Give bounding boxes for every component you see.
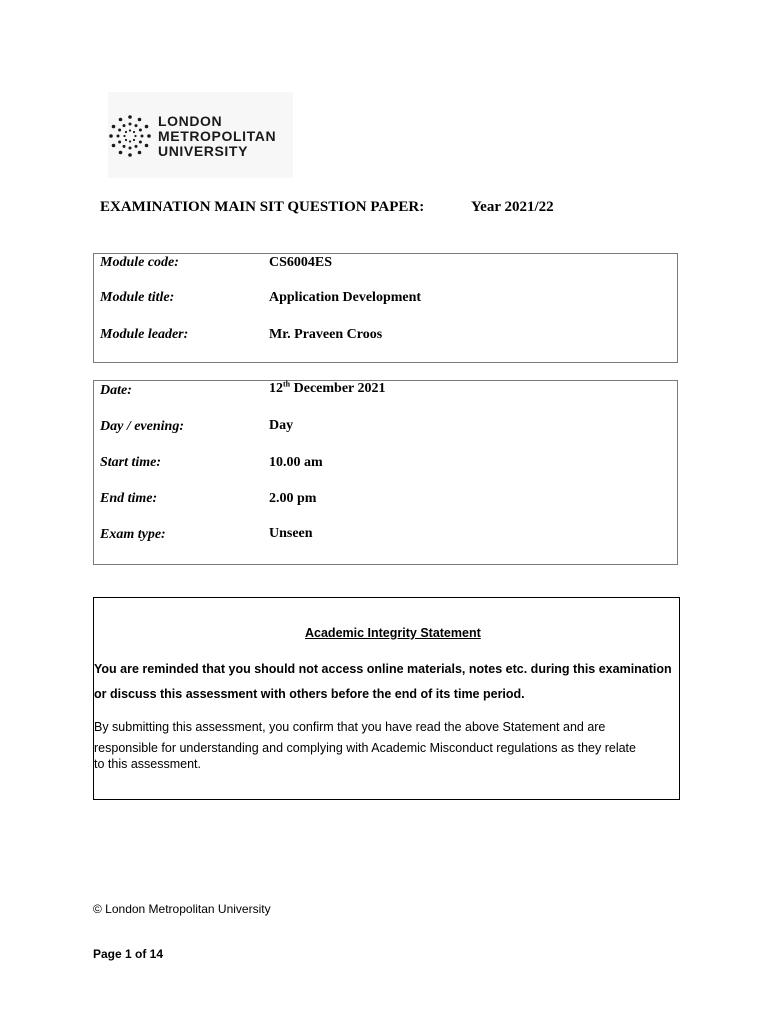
module-leader-label: Module leader: bbox=[100, 327, 189, 342]
university-logo bbox=[108, 92, 293, 178]
logo-wordmark bbox=[158, 114, 276, 159]
module-title-label: Module title: bbox=[100, 290, 175, 305]
start-time-value: 10.00 am bbox=[269, 455, 323, 470]
statement-p2-line-3: to this assessment. bbox=[94, 757, 201, 771]
date-value bbox=[269, 381, 386, 397]
logo-line-3: UNIVERSITY bbox=[158, 143, 249, 159]
date-suffix: th bbox=[283, 379, 291, 389]
statement-p2-line-1: By submitting this assessment, you confirm that you have read the above Statement and are bbox=[94, 720, 606, 734]
statement-paragraph-2 bbox=[94, 716, 676, 772]
day-evening-label: Day / evening: bbox=[100, 419, 184, 434]
exam-paper-title: EXAMINATION MAIN SIT QUESTION PAPER: bbox=[100, 199, 425, 215]
module-leader-value: Mr. Praveen Croos bbox=[269, 327, 383, 342]
end-time-value: 2.00 pm bbox=[269, 491, 317, 506]
exam-details-box bbox=[93, 380, 678, 565]
logo-line-2: METROPOLITAN bbox=[158, 128, 277, 144]
day-evening-value: Day bbox=[269, 418, 294, 433]
date-label: Date: bbox=[100, 383, 132, 398]
module-code-value: CS6004ES bbox=[269, 255, 333, 270]
exam-type-value: Unseen bbox=[269, 526, 313, 541]
statement-paragraph-1: You are reminded that you should not access online materials, notes etc. during this examination or discuss this assessment with others before the end of its time period. bbox=[94, 662, 672, 701]
statement-title: Academic Integrity Statement bbox=[305, 626, 481, 640]
copyright-notice: © London Metropolitan University bbox=[93, 902, 271, 916]
module-info-box bbox=[93, 253, 678, 363]
end-time-label: End time: bbox=[100, 491, 158, 506]
module-code-label: Module code: bbox=[100, 255, 179, 270]
exam-type-label: Exam type: bbox=[100, 527, 166, 542]
date-rest: December 2021 bbox=[290, 381, 386, 396]
academic-year: Year 2021/22 bbox=[471, 199, 554, 215]
statement-p2-line-2: responsible for understanding and complying with Academic Misconduct regulations as they relate bbox=[94, 741, 636, 755]
date-day: 12 bbox=[269, 381, 283, 396]
logo-line-1: LONDON bbox=[158, 113, 223, 129]
start-time-label: Start time: bbox=[100, 455, 162, 470]
page-number: Page 1 of 14 bbox=[93, 947, 164, 961]
module-title-value: Application Development bbox=[269, 290, 422, 305]
logo-dots-icon bbox=[108, 114, 152, 158]
